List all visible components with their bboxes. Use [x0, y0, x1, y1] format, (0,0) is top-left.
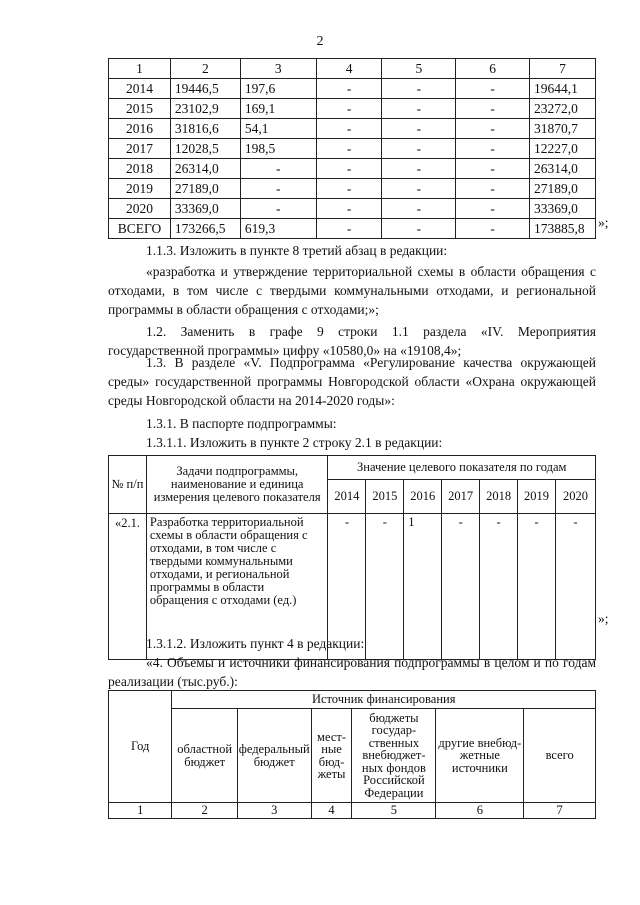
year-header: 2014 — [328, 480, 366, 514]
table-cell: 33369,0 — [529, 199, 595, 219]
table2-tail: »; — [598, 611, 609, 626]
column-number: 1 — [109, 803, 172, 819]
table-cell: - — [240, 179, 316, 199]
header-cell: 3 — [240, 59, 316, 79]
table1-row — [109, 159, 596, 179]
source-column-header: другие внебюд-жетные источники — [436, 709, 524, 803]
col-task-header: Задачи подпрограммы, наименование и единица измерения целевого показателя — [146, 456, 328, 514]
table-cell: 169,1 — [240, 99, 316, 119]
year-header: 2018 — [480, 480, 518, 514]
table1-row — [109, 79, 596, 99]
table-cell: - — [456, 219, 530, 239]
row-task: Разработка территориальной схемы в области обращения с отходами, в том числе с твердыми коммунальными отходами, и региональной программы в области обращения с отходами (ед.) — [146, 514, 328, 660]
target-indicator-table — [108, 455, 596, 660]
table-cell: - — [240, 199, 316, 219]
col-years-group-header: Значение целевого показателя по годам — [328, 456, 596, 480]
table-cell: - — [240, 159, 316, 179]
year-value: - — [442, 514, 480, 660]
table-cell: - — [316, 179, 382, 199]
table-cell: 23102,9 — [170, 99, 240, 119]
column-number: 7 — [524, 803, 596, 819]
header-cell: 4 — [316, 59, 382, 79]
table-cell: 23272,0 — [529, 99, 595, 119]
table-cell: - — [456, 119, 530, 139]
table-cell: - — [456, 99, 530, 119]
table-cell: - — [382, 219, 456, 239]
row-num: «2.1. — [109, 514, 147, 660]
column-number: 6 — [436, 803, 524, 819]
table-cell: 31816,6 — [170, 119, 240, 139]
paragraph-1-3-1: 1.3.1. В паспорте подпрограммы: — [146, 416, 337, 431]
column-number: 3 — [237, 803, 311, 819]
year-header: 2017 — [442, 480, 480, 514]
table-cell: - — [456, 199, 530, 219]
paragraph-1-3: 1.3. В разделе «V. Подпрограмма «Регулирование качества окружающей среды» государственной программы Новгородской области «Охрана окружающей среды Новгородской области на 2014-2020 годы»: — [108, 355, 596, 408]
source-column-header: всего — [524, 709, 596, 803]
header-cell: 7 — [529, 59, 595, 79]
table-cell: 2015 — [109, 99, 171, 119]
table-cell: 197,6 — [240, 79, 316, 99]
table-cell: - — [382, 99, 456, 119]
table-cell: 12227,0 — [529, 139, 595, 159]
table1-header-row — [109, 59, 596, 79]
table-cell: - — [382, 139, 456, 159]
table-cell: - — [382, 119, 456, 139]
table-cell: 12028,5 — [170, 139, 240, 159]
table-cell: ВСЕГО — [109, 219, 171, 239]
table-cell: - — [316, 219, 382, 239]
table1-row — [109, 199, 596, 219]
paragraph-1-3-1-2: 1.3.1.2. Изложить пункт 4 в редакции: — [146, 636, 365, 651]
year-value: - — [518, 514, 556, 660]
year-value: 1 — [404, 514, 442, 660]
table1-row — [109, 119, 596, 139]
table-cell: - — [456, 179, 530, 199]
source-column-header: мест-ные бюд-жеты — [311, 709, 352, 803]
table1-row — [109, 179, 596, 199]
table1-tail: »; — [598, 215, 609, 230]
table-cell: 54,1 — [240, 119, 316, 139]
table-cell: 2018 — [109, 159, 171, 179]
year-header: 2015 — [366, 480, 404, 514]
table-cell: 27189,0 — [529, 179, 595, 199]
table-cell: - — [316, 139, 382, 159]
table-cell: - — [316, 99, 382, 119]
source-column-header: бюджеты государ-ственных внебюджет-ных фондов Российской Федерации — [352, 709, 436, 803]
page-number: 2 — [316, 34, 324, 49]
year-value: - — [480, 514, 518, 660]
table-cell: 27189,0 — [170, 179, 240, 199]
table-cell: 2019 — [109, 179, 171, 199]
table-cell: 19446,5 — [170, 79, 240, 99]
paragraph-1-2: 1.2. Заменить в графе 9 строки 1.1 раздела «IV. Мероприятия государственной программы» цифру «10580,0» на «19108,4»; — [108, 324, 596, 358]
year-header: 2020 — [555, 480, 595, 514]
header-cell: 5 — [382, 59, 456, 79]
table-cell: 19644,1 — [529, 79, 595, 99]
table-cell: - — [316, 159, 382, 179]
table1-row — [109, 99, 596, 119]
table-cell: - — [316, 199, 382, 219]
source-column-header: областной бюджет — [172, 709, 237, 803]
table-cell: 2016 — [109, 119, 171, 139]
column-number: 2 — [172, 803, 237, 819]
table-cell: - — [382, 79, 456, 99]
table-cell: 173885,8 — [529, 219, 595, 239]
funding-table-years — [108, 58, 596, 239]
source-column-header: федеральный бюджет — [237, 709, 311, 803]
table-cell: 33369,0 — [170, 199, 240, 219]
col-source-group-header: Источник финансирования — [172, 691, 596, 709]
column-number: 5 — [352, 803, 436, 819]
header-cell: 1 — [109, 59, 171, 79]
year-value: - — [366, 514, 404, 660]
table-cell: - — [382, 159, 456, 179]
paragraph-4: «4. Объемы и источники финансирования подпрограммы в целом и по годам реализации (тыс.руб.): — [108, 655, 596, 689]
table-cell: - — [382, 199, 456, 219]
header-cell: 6 — [456, 59, 530, 79]
table-cell: 26314,0 — [529, 159, 595, 179]
table-cell: - — [316, 79, 382, 99]
col-num-header: № п/п — [109, 456, 147, 514]
year-value: - — [555, 514, 595, 660]
col-year-header: Год — [109, 691, 172, 803]
table-cell: 2017 — [109, 139, 171, 159]
table-cell: - — [456, 79, 530, 99]
table-cell: 2020 — [109, 199, 171, 219]
paragraph-1-1-3-quote: «разработка и утверждение территориальной схемы в области обращения с отходами, в том числе с твердыми коммунальными отходами, и региональной программы в области обращения с отходами;»; — [108, 264, 596, 317]
year-value: - — [328, 514, 366, 660]
table-cell: 619,3 — [240, 219, 316, 239]
paragraph-1-3-1-1: 1.3.1.1. Изложить в пункте 2 строку 2.1 в редакции: — [146, 435, 443, 450]
table-cell: 2014 — [109, 79, 171, 99]
table1-row — [109, 219, 596, 239]
table-cell: 173266,5 — [170, 219, 240, 239]
year-header: 2019 — [518, 480, 556, 514]
table-cell: 26314,0 — [170, 159, 240, 179]
financing-sources-table — [108, 690, 596, 819]
year-header: 2016 — [404, 480, 442, 514]
header-cell: 2 — [170, 59, 240, 79]
table-cell: - — [456, 159, 530, 179]
table-cell: - — [456, 139, 530, 159]
paragraph-1-1-3: 1.1.3. Изложить в пункте 8 третий абзац в редакции: — [146, 243, 448, 258]
table1-row — [109, 139, 596, 159]
table-cell: 198,5 — [240, 139, 316, 159]
table-cell: - — [316, 119, 382, 139]
column-number: 4 — [311, 803, 352, 819]
table-cell: - — [382, 179, 456, 199]
table-cell: 31870,7 — [529, 119, 595, 139]
